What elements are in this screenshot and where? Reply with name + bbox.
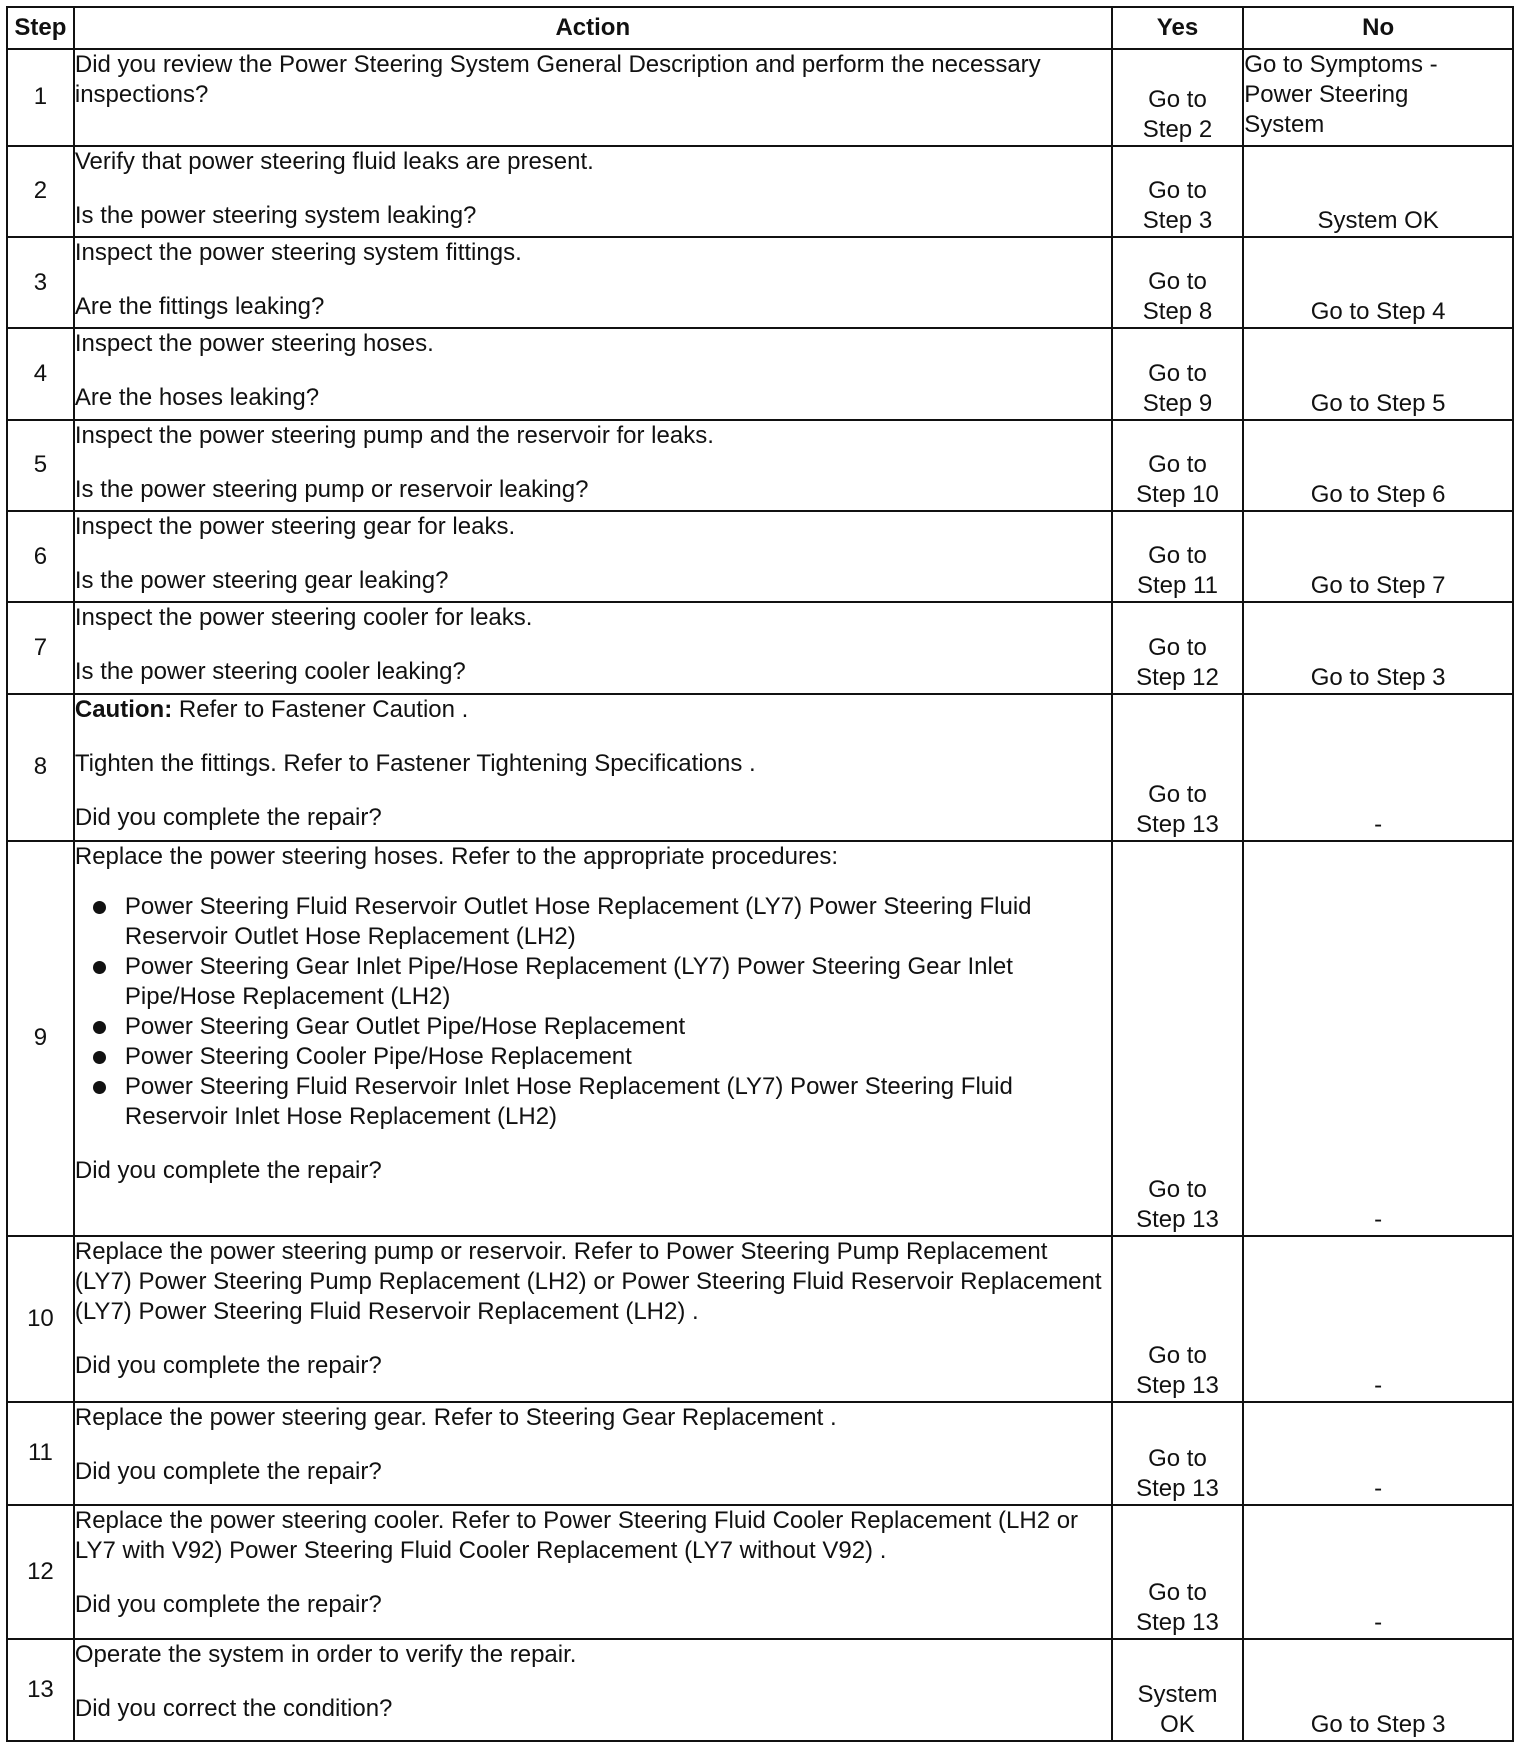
action-cell — [74, 511, 1112, 602]
table-row — [7, 146, 1513, 237]
no-cell — [1243, 49, 1513, 146]
step-number: 1 — [7, 49, 74, 146]
yes-cell — [1112, 602, 1244, 693]
header-step: Step — [7, 7, 74, 49]
caution-note — [75, 695, 1111, 725]
step-number: 11 — [7, 1402, 74, 1505]
no-cell — [1243, 511, 1513, 602]
no-text: Power Steering — [1244, 81, 1409, 108]
yes-text: Go to — [1148, 176, 1207, 204]
action-text: Inspect the power steering pump and the reservoir for leaks. — [74, 421, 714, 449]
no-text: Go to Symptoms - — [1244, 51, 1438, 78]
yes-cell — [1112, 511, 1244, 602]
no-cell — [1243, 1236, 1513, 1402]
procedure-list — [75, 892, 1111, 1132]
action-text: Inspect the power steering hoses. — [74, 330, 434, 358]
step-number: 10 — [7, 1236, 74, 1402]
step-number: 3 — [7, 237, 74, 328]
action-question: Did you complete the repair? — [74, 1351, 382, 1379]
procedure-list-item: Power Steering Cooler Pipe/Hose Replacement — [125, 1042, 1111, 1072]
action-cell — [74, 1402, 1112, 1505]
action-question: Are the hoses leaking? — [74, 384, 320, 412]
no-cell — [1243, 1505, 1513, 1639]
table-row — [7, 694, 1513, 841]
action-cell — [74, 1639, 1112, 1741]
yes-text: Go to — [1148, 1341, 1207, 1369]
yes-text: Go to — [1148, 359, 1207, 387]
action-text: Tighten the fittings. Refer to Fastener Tightening Specifications . — [74, 749, 756, 777]
caution-label: Caution: — [74, 695, 173, 723]
procedure-list-item: Power Steering Gear Inlet Pipe/Hose Replacement (LY7) Power Steering Gear Inlet Pipe/Hose Replacement (LH2) — [125, 952, 1111, 1012]
action-cell — [74, 420, 1112, 511]
action-question: Did you complete the repair? — [74, 1590, 382, 1618]
no-text: Go to Step 3 — [1310, 663, 1446, 691]
action-text: Replace the power steering cooler. Refer to Power Steering Fluid Cooler Replacement (LH2 or LY7 with V92) Power Steering Fluid Cooler Replacement (LY7 without V92) . — [74, 1506, 1079, 1564]
no-text: Go to Step 4 — [1310, 298, 1446, 326]
no-text: Go to Step 6 — [1310, 481, 1446, 509]
yes-text: Go to — [1148, 1444, 1207, 1472]
table-row — [7, 511, 1513, 602]
table-row — [7, 237, 1513, 328]
yes-text: Step 11 — [1137, 572, 1218, 600]
yes-text: Go to — [1148, 268, 1207, 296]
action-text: Inspect the power steering cooler for leaks. — [74, 604, 533, 632]
header-action: Action — [74, 7, 1112, 49]
action-cell — [74, 694, 1112, 841]
no-text: - — [1374, 1371, 1383, 1399]
procedure-list-item: Power Steering Gear Outlet Pipe/Hose Replacement — [125, 1012, 1111, 1042]
action-question: Did you complete the repair? — [74, 1156, 382, 1184]
no-cell — [1243, 694, 1513, 841]
yes-cell — [1112, 1639, 1244, 1741]
action-text: Verify that power steering fluid leaks are present. — [74, 147, 594, 175]
action-question: Did you complete the repair? — [74, 1457, 382, 1485]
no-cell — [1243, 237, 1513, 328]
yes-text: Go to — [1148, 780, 1207, 808]
table-row — [7, 420, 1513, 511]
caution-text: Refer to Fastener Caution . — [172, 695, 469, 723]
yes-cell — [1112, 841, 1244, 1236]
step-number: 4 — [7, 328, 74, 419]
yes-cell — [1112, 1505, 1244, 1639]
step-number: 8 — [7, 694, 74, 841]
step-number: 5 — [7, 420, 74, 511]
no-text: - — [1374, 810, 1383, 838]
no-cell — [1243, 602, 1513, 693]
table-row — [7, 602, 1513, 693]
table-row — [7, 1505, 1513, 1639]
yes-text: Step 13 — [1136, 1608, 1219, 1636]
action-question: Did you correct the condition? — [74, 1694, 393, 1722]
no-text: - — [1374, 1205, 1383, 1233]
action-question: Did you complete the repair? — [74, 803, 382, 831]
yes-text: System — [1137, 1681, 1218, 1708]
step-number: 7 — [7, 602, 74, 693]
procedure-list-item: Power Steering Fluid Reservoir Inlet Hose Replacement (LY7) Power Steering Fluid Reservoir Inlet Hose Replacement (LH2) — [125, 1072, 1111, 1132]
action-text: Inspect the power steering gear for leaks. — [74, 513, 516, 541]
action-cell — [74, 146, 1112, 237]
table-row — [7, 49, 1513, 146]
yes-text: Go to — [1148, 633, 1207, 661]
action-cell — [74, 49, 1112, 146]
step-number: 12 — [7, 1505, 74, 1639]
yes-cell — [1112, 146, 1244, 237]
yes-text: Step 9 — [1142, 389, 1213, 417]
table-row — [7, 1402, 1513, 1505]
no-text: System — [1244, 111, 1325, 138]
action-cell — [74, 602, 1112, 693]
header-row — [7, 7, 1513, 49]
no-cell — [1243, 328, 1513, 419]
table-row — [7, 841, 1513, 1236]
table-row — [7, 328, 1513, 419]
action-cell — [74, 237, 1112, 328]
yes-text: Step 13 — [1136, 1371, 1219, 1399]
yes-cell — [1112, 1236, 1244, 1402]
action-text: Replace the power steering gear. Refer to Steering Gear Replacement . — [74, 1403, 837, 1431]
action-text: Inspect the power steering system fittings. — [74, 238, 522, 266]
step-number: 6 — [7, 511, 74, 602]
yes-cell — [1112, 328, 1244, 419]
no-text: - — [1374, 1474, 1383, 1502]
action-cell — [74, 328, 1112, 419]
yes-text: Step 13 — [1136, 810, 1219, 838]
table-row — [7, 1639, 1513, 1741]
procedure-list-item: Power Steering Fluid Reservoir Outlet Hose Replacement (LY7) Power Steering Fluid Reservoir Outlet Hose Replacement (LH2) — [125, 892, 1111, 952]
yes-text: Step 10 — [1136, 481, 1219, 509]
yes-cell — [1112, 694, 1244, 841]
step-number: 13 — [7, 1639, 74, 1741]
yes-text: Step 12 — [1136, 663, 1219, 691]
action-cell — [74, 841, 1112, 1236]
header-yes: Yes — [1112, 7, 1244, 49]
yes-text: Step 2 — [1142, 115, 1213, 143]
step-number: 2 — [7, 146, 74, 237]
action-text: Did you review the Power Steering System General Description and perform the necessary inspections? — [74, 51, 1041, 108]
yes-cell — [1112, 237, 1244, 328]
yes-text: Go to — [1148, 1175, 1207, 1203]
yes-text: Go to — [1148, 85, 1207, 113]
yes-cell — [1112, 49, 1244, 146]
yes-text: Go to — [1148, 542, 1207, 570]
header-no: No — [1243, 7, 1513, 49]
action-text: Operate the system in order to verify the repair. — [74, 1640, 577, 1668]
no-text: System OK — [1317, 206, 1439, 234]
no-cell — [1243, 1402, 1513, 1505]
step-number: 9 — [7, 841, 74, 1236]
no-cell — [1243, 1639, 1513, 1741]
diagnostic-table — [6, 6, 1514, 1742]
action-question: Is the power steering gear leaking? — [74, 567, 449, 595]
no-text: - — [1374, 1608, 1383, 1636]
action-question: Is the power steering cooler leaking? — [74, 658, 466, 686]
yes-text: Step 13 — [1136, 1474, 1219, 1502]
no-cell — [1243, 420, 1513, 511]
action-question: Is the power steering system leaking? — [74, 201, 477, 229]
yes-cell — [1112, 1402, 1244, 1505]
no-text: Go to Step 3 — [1310, 1711, 1446, 1738]
no-text: Go to Step 5 — [1310, 389, 1446, 417]
action-text: Replace the power steering hoses. Refer to the appropriate procedures: — [74, 842, 838, 870]
yes-cell — [1112, 420, 1244, 511]
yes-text: Step 8 — [1142, 298, 1213, 326]
yes-text: OK — [1160, 1711, 1195, 1738]
action-question: Are the fittings leaking? — [74, 292, 325, 320]
no-text: Go to Step 7 — [1310, 572, 1446, 600]
action-text: Replace the power steering pump or reservoir. Refer to Power Steering Pump Replacement (LY7) Power Steering Pump Replacement (LH2) or Power Steering Fluid Reservoir Replacement (LY7) Power Steering Fluid Reservoir Replacement (LH2) . — [74, 1237, 1102, 1325]
yes-text: Step 13 — [1136, 1205, 1219, 1233]
yes-text: Go to — [1148, 1578, 1207, 1606]
yes-text: Step 3 — [1142, 206, 1213, 234]
action-question: Is the power steering pump or reservoir leaking? — [74, 475, 589, 503]
yes-text: Go to — [1148, 451, 1207, 479]
action-cell — [74, 1236, 1112, 1402]
action-cell — [74, 1505, 1112, 1639]
no-cell — [1243, 841, 1513, 1236]
no-cell — [1243, 146, 1513, 237]
table-row — [7, 1236, 1513, 1402]
